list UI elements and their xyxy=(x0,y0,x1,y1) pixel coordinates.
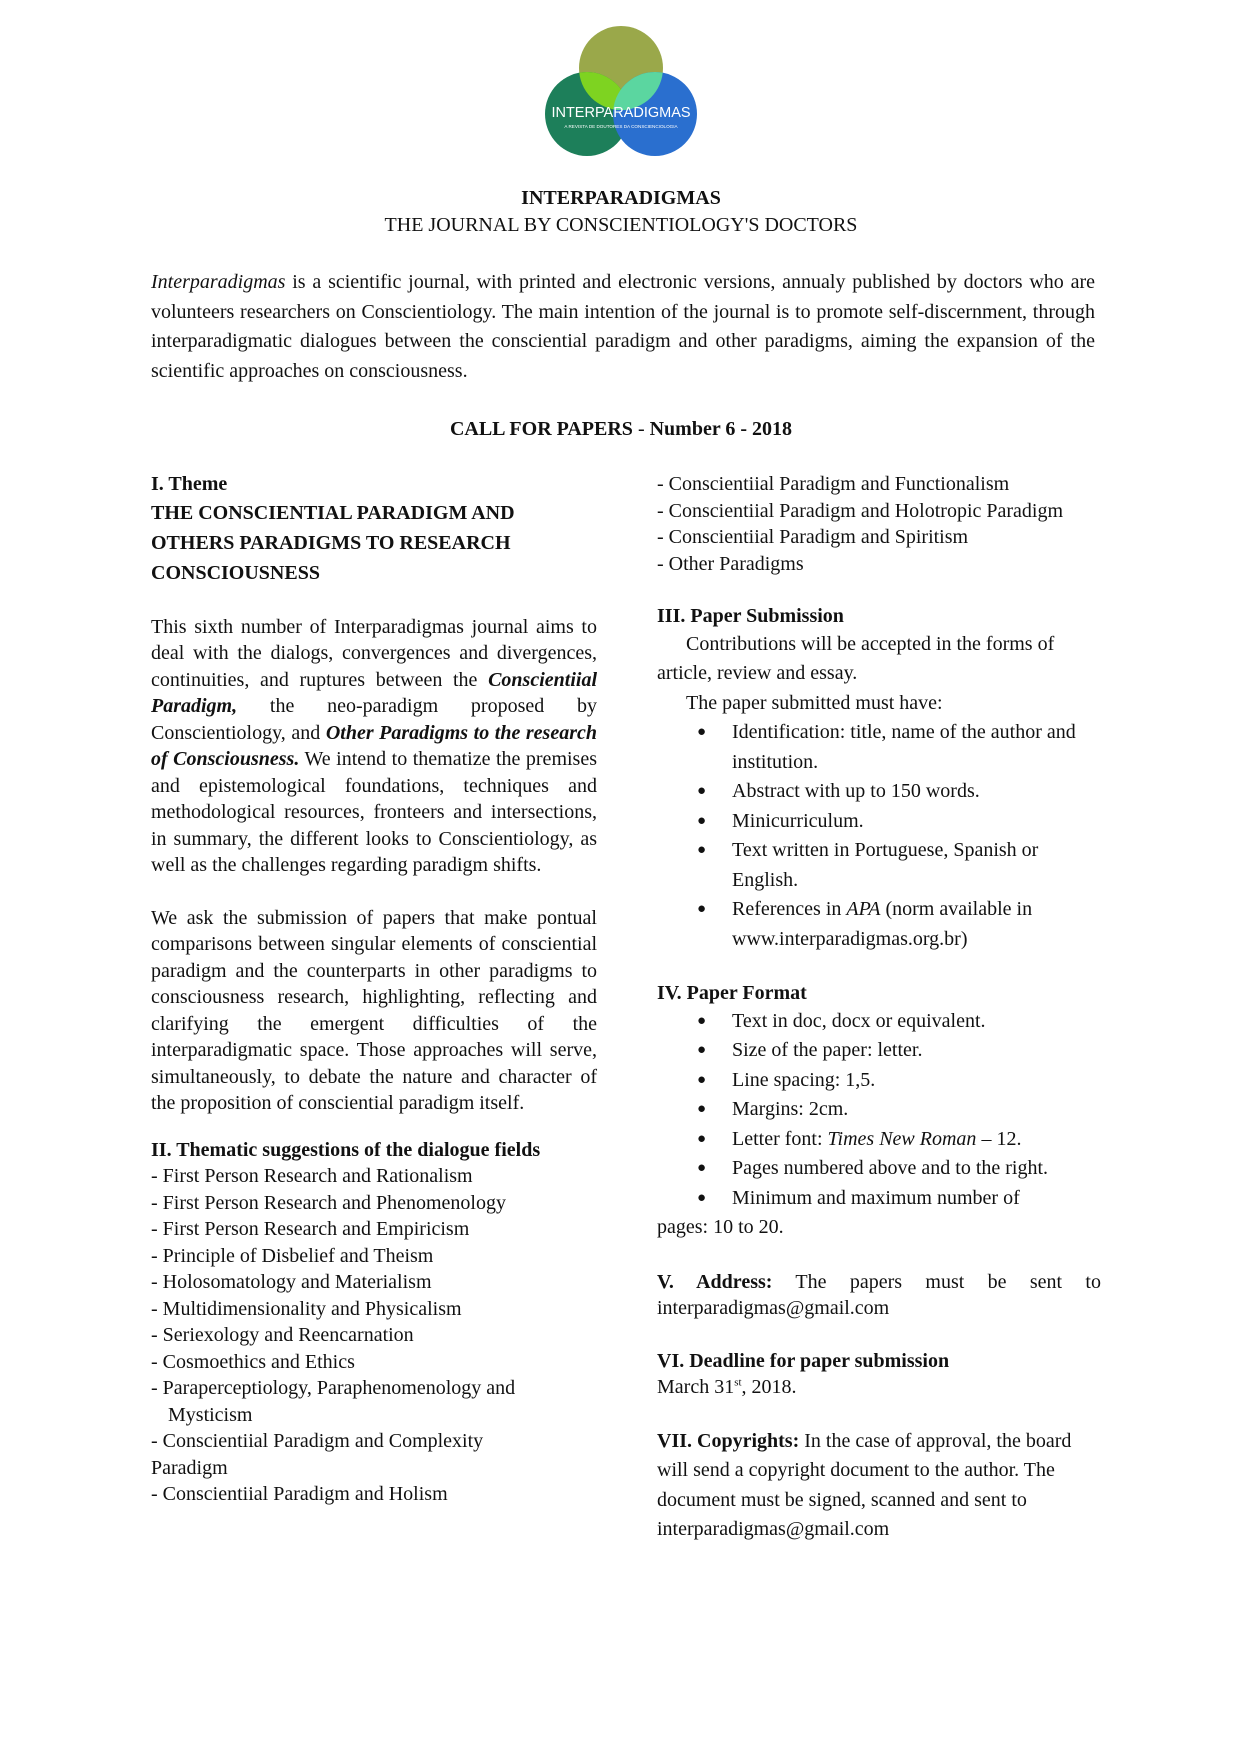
left-column xyxy=(151,471,597,1508)
list-item: - Multidimensionality and Physicalism xyxy=(151,1297,462,1320)
copyrights-section xyxy=(657,1427,1101,1545)
theme-emphasis: Conscientiial Paradigm, xyxy=(151,668,597,717)
right-column xyxy=(657,471,1101,1545)
suggestions-heading: II. Thematic suggestions of the dialogue fields xyxy=(151,1138,541,1161)
call-for-papers-heading xyxy=(0,418,1242,441)
list-item xyxy=(657,1125,1101,1155)
list-item: - First Person Research and Empiricism xyxy=(151,1218,470,1240)
submission-requirements-list xyxy=(657,718,1101,954)
list-item: - Conscientiial Paradigm and Holotropic Paradigm xyxy=(657,499,1064,522)
theme-heading: I. Theme xyxy=(151,473,228,495)
submission-heading: III. Paper Submission xyxy=(657,605,844,627)
logo-tagline: A REVISTA DE DOUTORES DA CONSCIENCIOLOGIA xyxy=(564,124,678,129)
journal-subtitle: THE JOURNAL BY CONSCIENTIOLOGY'S DOCTORS xyxy=(384,214,858,236)
list-item: - Seriexology and Reencarnation xyxy=(151,1324,414,1346)
list-item: ● Text in doc, docx or equivalent. xyxy=(657,1007,1101,1037)
theme-text: the neo-paradigm proposed by Conscientiology, and xyxy=(151,695,597,744)
list-item: ● Margins: 2cm. xyxy=(657,1095,1101,1125)
deadline-year: , 2018. xyxy=(741,1376,797,1398)
list-item xyxy=(657,895,1101,954)
deadline-heading: VI. Deadline for paper submission xyxy=(657,1349,950,1372)
theme-emphasis: Other Paradigms to the research of Consciousness. xyxy=(151,721,597,770)
deadline-month-day: March 31 xyxy=(657,1376,735,1398)
format-minmax-continuation: pages: 10 to 20. xyxy=(657,1216,784,1238)
cfp-separator: - xyxy=(735,418,753,440)
address-section xyxy=(657,1269,1101,1322)
font-name: Times New Roman xyxy=(827,1127,977,1150)
submission-intro: Contributions will be accepted in the forms of article, review and essay. xyxy=(657,632,1055,684)
list-item: - Conscientiial Paradigm and Functionalism xyxy=(657,473,1010,495)
list-item: ● Abstract with up to 150 words. xyxy=(657,777,1101,807)
list-item: ● Minicurriculum. xyxy=(657,807,1101,837)
list-item: - Paraperceptiology, Paraphenomenology and xyxy=(151,1377,516,1399)
list-item: - Principle of Disbelief and Theism xyxy=(151,1244,434,1267)
cfp-year: 2018 xyxy=(752,418,793,440)
list-item-continuation: Paradigm xyxy=(151,1456,228,1479)
cfp-number: Number 6 xyxy=(649,418,736,440)
submission-must-have: The paper submitted must have: xyxy=(686,691,943,714)
copyrights-text: In the case of approval, the board will send a copyright document to the author. The document must be signed, scanned and sent to interparadigmas@gmail.com xyxy=(657,1429,1072,1540)
theme-title: THE CONSCIENTIAL PARADIGM AND OTHERS PARADIGMS TO RESEARCH CONSCIOUSNESS xyxy=(151,501,515,584)
ref-norm: APA xyxy=(846,898,881,920)
theme-paragraph-2: We ask the submission of papers that make pontual comparisons between singular elements of consciential paradigm and the counterparts in other paradigms to consciousness research, highlighting, reflecting and clarifying the emergent difficulties of the interparadigmatic space. Those approaches will serve, simultaneously, to debate the nature and character of the proposition of consciential paradigm itself. xyxy=(151,906,597,1114)
deadline-suffix: st xyxy=(734,1376,742,1389)
list-item: ● Size of the paper: letter. xyxy=(657,1036,1101,1066)
list-item: ● Pages numbered above and to the right. xyxy=(657,1154,1101,1184)
intro-text: is a scientific journal, with printed and electronic versions, annualy published by doctors who are volunteers researchers on Conscientiology. The main intention of the journal is to promote self-discernment, through interparadigmatic dialogues between the consciential paradigm and other paradigms, aiming the expansion of the scientific approaches on consciousness. xyxy=(151,271,1095,382)
theme-paragraph-1 xyxy=(151,614,597,879)
format-list xyxy=(657,1007,1101,1214)
cfp-separator: - xyxy=(632,418,650,440)
font-text: Letter font: xyxy=(732,1127,828,1150)
theme-text: This sixth number of Interparadigmas journal aims to deal with the dialogs, convergences and divergences, continuities, and ruptures between the xyxy=(151,615,597,691)
list-item: - Conscientiial Paradigm and Spiritism xyxy=(657,526,969,548)
list-item: - Other Paradigms xyxy=(657,552,804,575)
ref-text: References in xyxy=(732,898,847,920)
intro-journal-name: Interparadigmas xyxy=(151,271,286,293)
ref-text: (norm available in www.interparadigmas.org.br) xyxy=(732,898,1033,950)
list-item: - First Person Research and Phenomenology xyxy=(151,1191,506,1214)
format-heading: IV. Paper Format xyxy=(657,982,807,1004)
list-item: ● Line spacing: 1,5. xyxy=(657,1066,1101,1096)
list-item: ● Identification: title, name of the author and institution. xyxy=(657,718,1101,777)
list-item: - Cosmoethics and Ethics xyxy=(151,1350,355,1373)
logo-wordmark: INTERPARADIGMAS xyxy=(551,105,691,121)
deadline-date xyxy=(657,1374,1101,1401)
interparadigmas-logo xyxy=(535,26,707,158)
list-item: - First Person Research and Rationalism xyxy=(151,1165,473,1187)
list-item: - Conscientiial Paradigm and Complexity xyxy=(151,1430,484,1452)
list-item-continuation: Mysticism xyxy=(168,1403,253,1426)
list-item: ● Text written in Portuguese, Spanish or English. xyxy=(657,836,1101,895)
cfp-label: CALL FOR PAPERS xyxy=(449,418,633,440)
theme-text: We intend to thematize the premises and epistemological foundations, techniques and methodological resources, fronteers and intersections, in summary, the different looks to Conscientiology, as well as the challenges regarding paradigm shifts. xyxy=(151,748,597,876)
copyrights-heading: VII. Copyrights: xyxy=(657,1429,800,1452)
list-item: ● Minimum and maximum number of xyxy=(657,1184,1101,1214)
journal-title: INTERPARADIGMAS xyxy=(521,187,721,209)
address-text: The papers must be sent to interparadigmas@gmail.com xyxy=(657,1270,1101,1319)
intro-paragraph xyxy=(151,268,1095,386)
address-heading: V. Address: xyxy=(657,1270,773,1293)
font-text: – 12. xyxy=(976,1127,1022,1150)
list-item: - Conscientiial Paradigm and Holism xyxy=(151,1483,448,1505)
list-item: - Holosomatology and Materialism xyxy=(151,1271,432,1293)
